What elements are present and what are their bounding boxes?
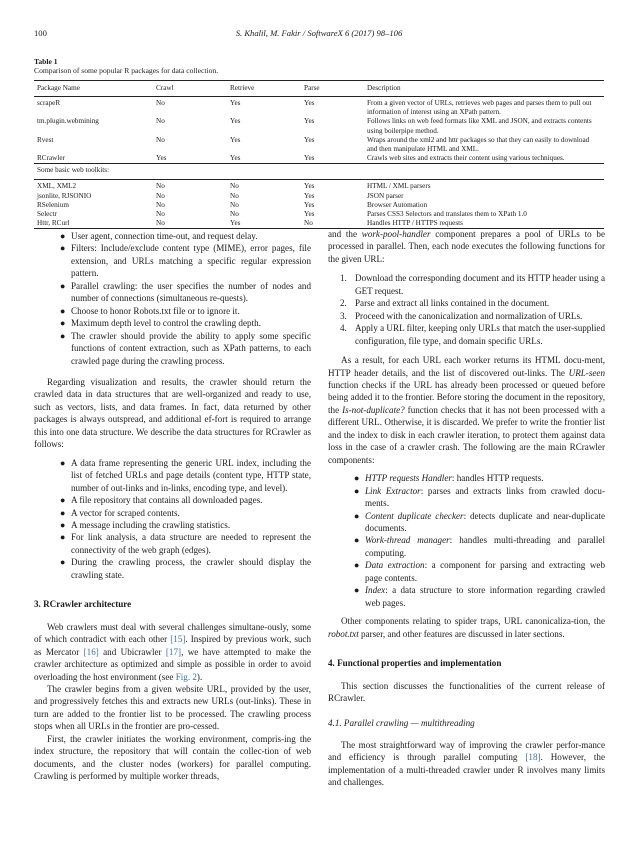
table-group-label: Some basic web toolkits: bbox=[34, 164, 604, 180]
list-item bbox=[340, 310, 605, 322]
bullet-icon: ● bbox=[60, 318, 66, 329]
list-item bbox=[60, 330, 311, 367]
list-item bbox=[340, 322, 605, 347]
list-item-text: The crawler should provide the ability to apply some specific functions of content extraction, such as XPath patterns, to each crawled page during the crawling process. bbox=[71, 330, 311, 366]
list-item-text: Parallel crawling: the user specifies the number of nodes and number of connections (simultaneous re-quests). bbox=[71, 280, 311, 304]
bullet-icon: ● bbox=[60, 330, 66, 341]
list-item bbox=[60, 317, 311, 329]
list-item-text: : detects duplicate and near-duplicate documents. bbox=[365, 510, 606, 533]
table-row bbox=[34, 180, 604, 192]
list-item-text: Filters: Include/exclude content type (MIME), error pages, file extension, and URLs matching a specific regular expression pattern. bbox=[71, 243, 311, 279]
bullet-icon: ● bbox=[354, 535, 360, 546]
list-item bbox=[60, 556, 311, 581]
component-name: Content duplicate checker bbox=[365, 510, 464, 521]
cell-description: Handles HTTP / HTTPS requests bbox=[364, 219, 604, 229]
list-item bbox=[60, 280, 311, 305]
list-number: 1. bbox=[340, 273, 347, 284]
cell-retrieve: No bbox=[230, 200, 239, 209]
cell-crawl: Yes bbox=[156, 154, 167, 163]
list-item-text: : a component for parsing and extracting web page contents. bbox=[365, 560, 605, 583]
list-item-text: Apply a URL filter, keeping only URLs that match the user-supplied configuration, file type, and domain specific URLs. bbox=[355, 323, 605, 346]
cell-name: scrapeR bbox=[37, 99, 61, 107]
section-heading: 3. RCrawler architecture bbox=[34, 599, 132, 610]
section-heading: 4. Functional properties and implementation bbox=[328, 658, 502, 669]
column-header: Package Name bbox=[34, 81, 153, 97]
bullet-icon: ● bbox=[354, 560, 360, 571]
cell-parse: Yes bbox=[304, 154, 315, 163]
cell-retrieve: Yes bbox=[230, 99, 241, 107]
table-group-row bbox=[34, 164, 604, 180]
cell-parse: Yes bbox=[304, 191, 315, 200]
list-item bbox=[60, 507, 311, 519]
list-item-text: During the crawling process, the crawler should display the crawling state. bbox=[71, 557, 311, 580]
list-item-text: Download the corresponding document and its HTTP header using a GET request. bbox=[355, 273, 605, 296]
cell-crawl: No bbox=[156, 182, 165, 191]
paragraph bbox=[34, 621, 311, 683]
list-item bbox=[60, 519, 311, 531]
table-row bbox=[34, 192, 604, 201]
page-number: 100 bbox=[34, 28, 47, 38]
citation-link[interactable]: [16] bbox=[83, 646, 99, 657]
list-item bbox=[354, 472, 605, 484]
list-item-text: Proceed with the canonicalization and normalization of URLs. bbox=[355, 310, 583, 321]
subsection-heading: 4.1. Parallel crawling — multithreading bbox=[328, 718, 475, 729]
paragraph: First, the crawler initiates the working environment, compris-ing the index structure, the repository that will contain the collec-tion of web documents, and the cluster nodes (workers) for parallel computing. Crawling is performed by multiple worker threads, bbox=[34, 733, 311, 782]
list-item bbox=[340, 297, 605, 309]
component-name: Index bbox=[365, 585, 386, 596]
column-header: Retrieve bbox=[227, 81, 301, 97]
bullet-icon: ● bbox=[60, 231, 66, 241]
list-number: 3. bbox=[340, 310, 347, 321]
cell-crawl: No bbox=[153, 219, 227, 229]
list-item-text: : handles multi-threading and parallel computing. bbox=[365, 535, 605, 558]
text-run: and the bbox=[328, 229, 362, 239]
cell-description: JSON parser bbox=[367, 191, 404, 200]
table-caption-text: Comparison of some popular R packages for data collection. bbox=[34, 66, 219, 75]
column-header: Crawl bbox=[153, 81, 227, 97]
citation-link[interactable]: [15] bbox=[170, 634, 186, 645]
list-item-text: A message including the crawling statistics. bbox=[71, 519, 231, 530]
list-item-text: : a data structure to store information regarding crawled web pages. bbox=[365, 585, 605, 608]
list-item-text: A vector for scraped contents. bbox=[71, 507, 180, 518]
list-item bbox=[354, 534, 605, 559]
cell-name: tm.plugin.webmining bbox=[37, 117, 99, 126]
table-caption bbox=[34, 57, 218, 75]
list-item-text: : parses and extracts links from crawled docu-ments. bbox=[365, 485, 605, 509]
text-run: parser, and other features are discussed in later sections. bbox=[358, 628, 565, 639]
paragraph bbox=[328, 615, 605, 640]
list-item-text: : handles HTTP requests. bbox=[451, 473, 544, 484]
table-header-row bbox=[34, 81, 604, 97]
table-row bbox=[34, 97, 604, 118]
text-run: and Ubicrawler bbox=[98, 646, 166, 657]
bullet-icon: ● bbox=[354, 585, 360, 596]
comparison-table bbox=[34, 80, 604, 229]
cell-parse: Yes bbox=[304, 117, 315, 126]
bullet-icon: ● bbox=[354, 485, 360, 496]
paragraph bbox=[328, 354, 605, 466]
cell-retrieve: Yes bbox=[230, 154, 241, 163]
list-number: 2. bbox=[340, 298, 347, 309]
cell-name: Rvest bbox=[37, 135, 54, 144]
text-run: ). bbox=[196, 671, 203, 682]
component-name: HTTP requests Handler bbox=[365, 473, 452, 484]
cell-name: RCrawler bbox=[37, 154, 65, 163]
list-item-text: User agent, connection time-out, and request delay. bbox=[71, 231, 258, 241]
table-row bbox=[34, 201, 604, 210]
cell-retrieve: No bbox=[230, 182, 239, 191]
cell-name: RSelenium bbox=[37, 200, 69, 209]
list-item-text: Maximum depth level to control the crawling depth. bbox=[71, 318, 261, 329]
list-item bbox=[60, 242, 311, 279]
list-item bbox=[354, 510, 606, 535]
list-item bbox=[354, 584, 605, 609]
paragraph: The crawler begins from a given website URL, provided by the user, and progressively fetches this and extracts new URLs (out-links). These in turn are added to the frontier list to be processed. The crawling process stops when all URLs in the frontier are pro-cessed. bbox=[34, 683, 311, 732]
text-run: robot.txt bbox=[328, 628, 359, 639]
cell-crawl: No bbox=[156, 135, 165, 144]
text-run: . However, the implementation of a multi-threaded crawler under R involves many limits and challenges. bbox=[328, 752, 605, 788]
component-name: Data extraction bbox=[365, 560, 425, 571]
components-list bbox=[328, 472, 605, 609]
table-row bbox=[34, 136, 604, 154]
citation-link[interactable]: [18] bbox=[525, 752, 541, 763]
cell-retrieve: Yes bbox=[230, 135, 241, 144]
cell-description: Follows links on web feed formats like XML and JSON, and extracts contents using boilerpipe method. bbox=[367, 117, 592, 135]
paragraph bbox=[328, 739, 605, 789]
text-run: . Inspired by previous work, such as Mercator bbox=[34, 634, 312, 657]
text-run: , we have attempted to make the crawler architecture as optimized and simple as possible in order to avoid overloading the host environment (see bbox=[34, 646, 311, 682]
cell-retrieve: Yes bbox=[227, 219, 301, 229]
list-item bbox=[60, 494, 311, 506]
data-structures-list bbox=[34, 457, 311, 582]
cell-crawl: No bbox=[156, 117, 165, 126]
paragraph: Regarding visualization and results, the crawler should return the crawled data in data structures that are well-organized and ready to use, such as vectors, lists, and data frames. In fact, data returned by other packages is always outspread, and additional ef-fort is required to arrange this into one data structure. We describe the data structures for RCrawler as follows: bbox=[34, 376, 311, 450]
list-item-text: Choose to honor Robots.txt file or to ignore it. bbox=[71, 305, 240, 316]
text-run: The most straightforward way of improving the crawler perfor-mance and efficiency is through parallel computing bbox=[328, 739, 605, 763]
cell-parse: Yes bbox=[304, 99, 315, 107]
cell-parse: Yes bbox=[304, 182, 315, 191]
cell-description: Crawls web sites and extracts their content using various techniques. bbox=[367, 154, 565, 163]
cell-description: Wraps around the xml2 and httr packages so that they can easily to download and then manipulate HTML and XML. bbox=[367, 135, 590, 154]
cell-crawl: No bbox=[156, 99, 165, 107]
bullet-icon: ● bbox=[60, 243, 66, 254]
bullet-icon: ● bbox=[354, 510, 360, 521]
running-head: S. Khalil, M. Fakir / SoftwareX 6 (2017) 98–106 bbox=[235, 28, 403, 38]
list-item-text: A data frame representing the generic URL index, including the list of fetched URLs and page details (content type, HTTP state, number of out-links and in-links, encoding type, and level). bbox=[71, 457, 311, 493]
bullet-icon: ● bbox=[60, 280, 66, 291]
bullet-icon: ● bbox=[354, 473, 360, 484]
text-run: URL-seen bbox=[568, 367, 605, 378]
list-item bbox=[340, 272, 605, 297]
list-item-text: Parse and extract all links contained in the document. bbox=[355, 298, 550, 309]
list-item bbox=[60, 230, 311, 242]
bullet-icon: ● bbox=[60, 557, 66, 568]
table-row bbox=[34, 154, 604, 164]
citation-link[interactable]: [17] bbox=[165, 646, 182, 657]
component-name: Link Extractor bbox=[365, 485, 421, 496]
cell-retrieve: No bbox=[230, 191, 239, 200]
cell-parse: No bbox=[301, 219, 364, 229]
bullet-icon: ● bbox=[60, 305, 66, 316]
text-run: function checks if the URL has already been processed or queued before being added it to the frontier. Before storing the document in the repository, the bbox=[328, 379, 605, 415]
cell-crawl: No bbox=[156, 210, 165, 219]
list-item bbox=[60, 457, 311, 494]
text-run: As a result, for each URL each worker returns its HTML docu-ment, HTTP header details, and the list of discovered out-links. The bbox=[328, 355, 605, 378]
cell-retrieve: No bbox=[230, 210, 239, 219]
paragraph bbox=[328, 228, 605, 265]
left-column bbox=[34, 228, 311, 783]
text-run: Web crawlers must deal with several challenges simultane-ously, some of which contradict with each other bbox=[34, 621, 311, 645]
cell-name: Selectr bbox=[37, 210, 57, 219]
list-item bbox=[354, 559, 605, 584]
list-item-text: A file repository that contains all downloaded pages. bbox=[71, 495, 263, 506]
cell-parse: Yes bbox=[304, 210, 315, 219]
table-label: Table 1 bbox=[34, 57, 58, 66]
list-number: 4. bbox=[340, 323, 347, 334]
bullet-icon: ● bbox=[60, 532, 66, 543]
text-run: Other components relating to spider traps, URL canonicaliza-tion, the bbox=[341, 616, 605, 627]
cell-parse: Yes bbox=[304, 200, 315, 209]
page-header bbox=[34, 28, 604, 42]
list-item bbox=[60, 305, 311, 317]
text-run: component prepares a pool of URLs to be processed in parallel. Then, each node executes the following functions for the given URL: bbox=[328, 229, 605, 264]
component-name: Work-thread manager bbox=[365, 535, 450, 546]
paragraph: This section discusses the functionalities of the current release of RCrawler. bbox=[328, 680, 605, 703]
list-item-text: For link analysis, a data structure are needed to represent the connectivity of the web graph (edges). bbox=[71, 532, 311, 555]
cell-description: Browser Automation bbox=[367, 200, 428, 209]
bullet-icon: ● bbox=[60, 519, 66, 530]
text-run: work-pool-handler bbox=[361, 229, 431, 239]
cell-crawl: No bbox=[156, 200, 165, 209]
bullet-icon: ● bbox=[60, 457, 66, 468]
text-run: function checks that it has not been processed with a different URL. Otherwise, it is discarded. We prefer to write the frontier list and the index to disk in each crawler iteration, to protect them against data loss in the case of a crawler crash. The following are the main RCrawler components: bbox=[328, 404, 605, 465]
cell-name: Httr, RCurl bbox=[34, 219, 153, 229]
worker-steps-list bbox=[328, 272, 605, 347]
bullet-icon: ● bbox=[60, 507, 66, 518]
column-header: Description bbox=[364, 81, 604, 97]
cell-name: jsonlite, RJSONIO bbox=[37, 191, 92, 200]
cell-description: Parses CSS3 Selectors and translates them to XPath 1.0 bbox=[367, 210, 527, 219]
table-row bbox=[34, 210, 604, 219]
text-run: Is-not-duplicate? bbox=[342, 404, 405, 415]
cell-description: HTML / XML parsers bbox=[367, 182, 431, 191]
list-item bbox=[354, 485, 605, 510]
list-item bbox=[60, 531, 311, 556]
table-row bbox=[34, 117, 604, 135]
cell-parse: Yes bbox=[304, 135, 315, 144]
crawler-options-list bbox=[34, 230, 311, 367]
cell-name: XML, XML2 bbox=[37, 182, 77, 191]
cell-description: From a given vector of URLs, retrieves web pages and parses them to pull out information of interest using an XPath pattern. bbox=[367, 99, 592, 117]
column-header: Parse bbox=[301, 81, 364, 97]
cell-crawl: No bbox=[156, 191, 165, 200]
cell-retrieve: Yes bbox=[230, 117, 241, 126]
figure-link[interactable]: Fig. 2 bbox=[175, 671, 197, 682]
right-column bbox=[328, 228, 605, 789]
bullet-icon: ● bbox=[60, 495, 66, 506]
